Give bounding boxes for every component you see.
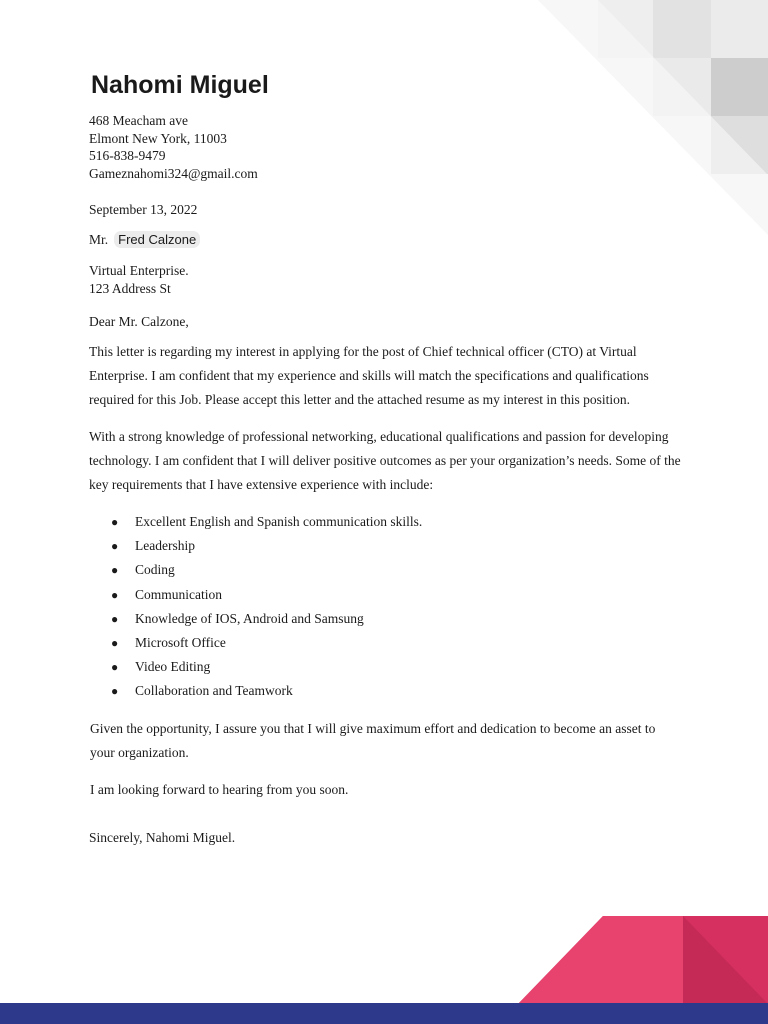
- skill-label: Video Editing: [135, 659, 211, 675]
- list-item: [89, 583, 422, 607]
- paragraph-followup: I am looking forward to hearing from you soon.: [90, 782, 349, 797]
- sender-address-line1: 468 Meacham ave: [89, 113, 188, 128]
- skill-label: Excellent English and Spanish communication skills.: [135, 514, 423, 529]
- skill-label: Knowledge of IOS, Android and Samsung: [135, 610, 364, 626]
- recipient-company: Virtual Enterprise.: [89, 263, 189, 278]
- paragraph-closing: Given the opportunity, I assure you that I will give maximum effort and dedication to become an asset to your organization.: [90, 721, 656, 761]
- bullet-icon: ●: [111, 684, 119, 699]
- recipient-title: Mr.: [89, 232, 109, 247]
- recipient-name: Fred Calzone: [114, 231, 200, 248]
- list-item: [89, 558, 422, 582]
- signoff: Sincerely, Nahomi Miguel.: [89, 830, 236, 845]
- skill-label: Microsoft Office: [135, 635, 226, 651]
- skill-label: Coding: [135, 562, 175, 578]
- paragraph-qualifications: With a strong knowledge of professional networking, educational qualifications and passion for developing technology. I am confident that I will deliver positive outcomes as per your organization’s needs. Some of the key requirements that I have extensive experience with include:: [89, 429, 681, 493]
- bullet-icon: ●: [111, 539, 119, 554]
- list-item: [89, 534, 422, 558]
- recipient-address: 123 Address St: [89, 280, 171, 296]
- salutation: Dear Mr. Calzone,: [89, 314, 189, 329]
- list-item: [89, 607, 422, 631]
- skill-label: Communication: [135, 586, 222, 602]
- bullet-icon: ●: [111, 636, 119, 651]
- bullet-icon: ●: [111, 563, 119, 578]
- sender-address-line2: Elmont New York, 11003: [89, 130, 227, 146]
- skill-label: Leadership: [135, 538, 195, 554]
- recipient-line: [89, 231, 200, 249]
- corner-decoration-top: [538, 0, 768, 235]
- bullet-icon: ●: [111, 660, 119, 675]
- sender-address-block: [89, 112, 258, 182]
- recipient-address-block: [89, 262, 189, 297]
- bullet-icon: ●: [111, 587, 119, 602]
- footer-band: [0, 1003, 768, 1024]
- skill-label: Collaboration and Teamwork: [135, 683, 293, 699]
- letter-date: September 13, 2022: [89, 202, 198, 217]
- list-item: [89, 631, 422, 655]
- list-item: [89, 510, 422, 534]
- list-item: [89, 655, 422, 679]
- skills-list: [89, 510, 422, 704]
- sender-email: Gameznahomi324@gmail.com: [89, 165, 258, 181]
- list-item: [89, 679, 422, 703]
- paragraph-intro: This letter is regarding my interest in applying for the post of Chief technical officer (CTO) at Virtual Enterprise. I am confident that my experience and skills will match the specifications and qualifications required for this Job. Please accept this letter and the attached resume as my interest in this position.: [89, 344, 649, 408]
- bullet-icon: ●: [111, 611, 119, 626]
- sender-phone: 516-838-9479: [89, 148, 166, 163]
- bullet-icon: ●: [111, 515, 119, 529]
- corner-decoration-bottom: [518, 916, 768, 1004]
- sender-name: Nahomi Miguel: [91, 71, 269, 99]
